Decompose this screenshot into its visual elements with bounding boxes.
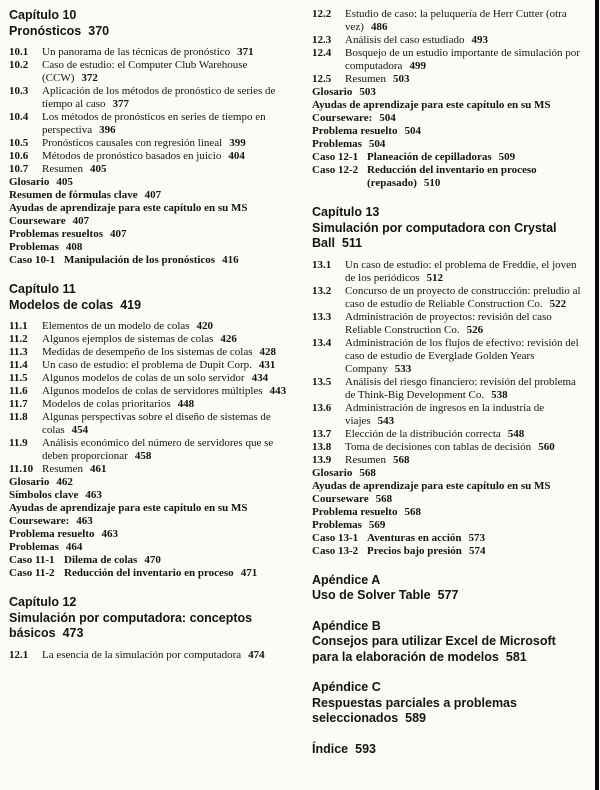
section-title: Análisis del caso estudiado [345, 34, 465, 46]
toc-meta-entry [9, 228, 298, 241]
toc-case-entry [9, 567, 298, 580]
scan-edge-line [595, 0, 599, 790]
section-text [42, 411, 271, 436]
meta-text: Problemas resueltos [9, 228, 103, 240]
toc-meta-entry [312, 506, 584, 519]
section-title: Bosquejo de un estudio importante de simulación por computadora [345, 47, 580, 72]
page-number: 548 [507, 427, 525, 440]
meta-text: Problema resuelto [312, 125, 398, 137]
toc-section-entry [9, 163, 298, 176]
page-number: 426 [220, 333, 237, 345]
toc-case-entry [312, 151, 584, 164]
page-number: 370 [88, 23, 110, 38]
section-text [345, 441, 555, 453]
case-label: Caso 10-1 [9, 254, 56, 266]
page-number: 533 [394, 362, 412, 375]
toc-section-entry [312, 337, 584, 376]
page-number: 510 [423, 177, 441, 189]
section-number: 10.5 [9, 137, 29, 149]
section-title: Resumen [345, 453, 386, 466]
index-block [312, 742, 584, 758]
section-number: 12.1 [9, 648, 29, 661]
toc-section-entry [312, 428, 584, 441]
section-text [42, 85, 275, 110]
toc-column-left [9, 8, 298, 764]
toc-case-entry [312, 532, 584, 545]
section-number: 13.9 [312, 453, 332, 466]
case-title: Reducción del inventario en proceso [64, 567, 234, 579]
section-number: 12.2 [312, 8, 332, 20]
section-number: 11.4 [9, 359, 28, 371]
toc-meta-entry [312, 99, 584, 125]
page-number: 568 [375, 492, 393, 505]
toc-section-entry [312, 285, 584, 311]
appendix-title [312, 588, 584, 604]
chapter-title-text: Pronósticos [9, 23, 82, 38]
meta-text: Ayudas de aprendizaje para este capítulo en su MS Courseware [9, 202, 248, 227]
page-number: 470 [144, 554, 161, 566]
section-text [42, 46, 254, 58]
section-number: 11.9 [9, 437, 28, 449]
appendix-title-text: Uso de Solver Table [312, 588, 431, 602]
section-title: Modelos de colas prioritarios [42, 398, 171, 410]
page-number: 504 [379, 112, 396, 124]
section-title: Administración de los flujos de efectivo: revisión del caso de estudio de Everglade Golden Years Company [345, 336, 579, 375]
appendix-block [312, 573, 584, 604]
toc-section-entry [9, 372, 298, 385]
case-label: Caso 12-2 [312, 164, 359, 176]
page-number: 512 [426, 271, 444, 284]
section-number: 13.4 [312, 336, 332, 349]
toc-section-entry [9, 359, 298, 372]
case-text [367, 164, 537, 189]
chapter-title [9, 611, 298, 642]
meta-text: Glosario [312, 86, 353, 98]
section-text [345, 34, 488, 46]
page-number: 464 [65, 541, 83, 553]
meta-text: Glosario [9, 176, 50, 188]
section-text [42, 372, 268, 384]
case-title: Dilema de colas [64, 554, 138, 566]
toc-meta-entry [9, 241, 298, 254]
page-number: 568 [392, 453, 410, 466]
page-number: 538 [491, 388, 508, 401]
section-text [42, 649, 265, 661]
section-title: Resumen [345, 73, 386, 85]
chapter-heading: Capítulo 10 [9, 8, 77, 22]
page-number: 443 [269, 385, 287, 397]
section-title: Los métodos de pronósticos en series de tiempo en perspectiva [42, 111, 266, 136]
toc-section-entry [9, 85, 298, 111]
toc-section-entry [312, 259, 584, 285]
meta-text: Problemas [312, 138, 362, 150]
section-title: Análisis económico del número de servidores que se deben proporcionar [42, 437, 274, 462]
section-number: 12.3 [312, 34, 332, 46]
page-number: 493 [471, 34, 488, 46]
section-title: Caso de estudio: el Computer Club Warehouse (CCW) [42, 59, 248, 84]
case-label: Caso 13-2 [312, 544, 359, 557]
page-number: 522 [549, 297, 567, 310]
page-number: 581 [505, 649, 527, 664]
page-number: 569 [368, 518, 386, 531]
section-title: Resumen [42, 463, 83, 475]
case-text [367, 545, 485, 557]
meta-text: Problema resuelto [312, 505, 398, 518]
section-title: Toma de decisiones con tablas de decisión [345, 440, 532, 453]
section-title: Administración de proyectos: revisión del caso Reliable Construction Co. [345, 310, 552, 336]
toc-case-entry [312, 545, 584, 558]
chapter-block [9, 8, 298, 39]
section-number: 13.6 [312, 401, 332, 414]
section-text [42, 163, 106, 175]
chapter-block [9, 595, 298, 642]
section-title: Aplicación de los métodos de pronóstico de series de tiempo al caso [42, 85, 276, 110]
page-number: 448 [177, 398, 195, 410]
meta-text: Problema resuelto [9, 528, 95, 540]
section-title: Concurso de un proyecto de construcción: preludio al caso de estudio de Reliable Construction Co. [345, 284, 581, 310]
page-number: 462 [56, 476, 73, 488]
section-text [42, 437, 273, 462]
section-number: 10.1 [9, 46, 29, 58]
section-number: 11.5 [9, 372, 28, 384]
page-number: 589 [405, 711, 427, 725]
page-number: 396 [99, 124, 116, 136]
page-number: 454 [71, 424, 89, 436]
section-text [345, 285, 581, 310]
case-text [64, 254, 239, 266]
page-number: 458 [134, 450, 152, 462]
page-number: 371 [237, 46, 254, 58]
page-number: 461 [89, 463, 107, 475]
toc-case-entry [9, 254, 298, 267]
appendix-title-text: Consejos para utilizar Excel de Microsoft para la elaboración de modelos [312, 634, 556, 664]
page-number: 416 [222, 254, 239, 266]
appendix-block [312, 619, 584, 666]
page-number: 471 [240, 567, 258, 579]
case-label: Caso 11-2 [9, 567, 55, 579]
toc-section-entry [312, 311, 584, 337]
index-title-text: Índice [312, 741, 349, 756]
toc-meta-entry [312, 480, 584, 506]
section-number: 12.5 [312, 73, 332, 85]
meta-text: Resumen de fórmulas clave [9, 189, 138, 201]
toc-meta-entry [9, 476, 298, 489]
page-number: 504 [404, 125, 421, 137]
section-number: 10.3 [9, 85, 29, 97]
toc-section-entry [312, 454, 584, 467]
page-number: 405 [89, 163, 107, 175]
section-number: 11.8 [9, 411, 28, 423]
section-title: Un caso de estudio: el problema de Freddie, el joven de los periódicos [345, 258, 577, 284]
case-title: Precios bajo presión [367, 544, 462, 557]
section-number: 13.3 [312, 310, 332, 323]
section-text [42, 150, 245, 162]
section-text [42, 463, 106, 475]
toc-case-entry [9, 554, 298, 567]
appendix-title [312, 634, 584, 665]
toc-section-entry [9, 333, 298, 346]
page-number: 428 [259, 346, 276, 358]
section-title: Elección de la distribución correcta [345, 427, 501, 440]
toc-meta-entry [9, 502, 298, 528]
case-text [64, 554, 161, 566]
section-number: 13.5 [312, 375, 332, 388]
page-number: 473 [62, 626, 84, 640]
case-title: Planeación de cepilladoras [367, 151, 492, 163]
toc-meta-entry [312, 519, 584, 532]
meta-text: Glosario [9, 476, 50, 488]
section-number: 13.8 [312, 440, 332, 453]
meta-text: Ayudas de aprendizaje para este capítulo en su MS Courseware [312, 479, 551, 505]
section-title: Administración de ingresos en la industria de viajes [345, 401, 545, 427]
page-number: 568 [359, 466, 376, 479]
section-number: 11.1 [9, 320, 28, 332]
section-title: Medidas de desempeño de los sistemas de colas [42, 346, 253, 358]
toc-meta-entry [9, 541, 298, 554]
appendix-block [312, 680, 584, 727]
section-title: Algunos modelos de colas de un solo servidor [42, 372, 245, 384]
toc-section-entry [9, 137, 298, 150]
meta-text: Ayudas de aprendizaje para este capítulo en su MS Courseware: [312, 99, 551, 124]
page-number: 577 [437, 588, 459, 602]
section-title: Análisis del riesgo financiero: revisión del problema de Think-Big Development Co. [345, 375, 576, 401]
case-title: Reducción del inventario en proceso (repasado) [367, 164, 537, 189]
page-number: 504 [368, 138, 386, 150]
chapter-block [312, 205, 584, 252]
page-number: 503 [392, 73, 410, 85]
page-number: 543 [377, 414, 395, 427]
chapter-title-text: Simulación por computadora: conceptos básicos [9, 610, 253, 640]
toc-section-entry [9, 346, 298, 359]
section-title: Algunas perspectivas sobre el diseño de sistemas de colas [42, 411, 271, 436]
toc-meta-entry [9, 489, 298, 502]
meta-text: Ayudas de aprendizaje para este capítulo en su MS Courseware: [9, 502, 248, 527]
section-title: Pronósticos causales con regresión lineal [42, 137, 223, 149]
chapter-title [9, 298, 298, 314]
chapter-heading: Capítulo 11 [9, 282, 76, 296]
section-title: Métodos de pronóstico basados en juicio [42, 150, 222, 162]
chapter-title [9, 24, 298, 40]
section-number: 13.2 [312, 284, 332, 297]
toc-section-entry [9, 463, 298, 476]
toc-section-entry [312, 47, 584, 73]
section-text [42, 398, 194, 410]
appendix-heading: Apéndice B [312, 618, 381, 633]
section-number: 12.4 [312, 47, 332, 59]
toc-section-entry [9, 59, 298, 85]
page-number: 419 [120, 297, 142, 312]
toc-meta-entry [9, 202, 298, 228]
meta-text: Problemas [312, 518, 362, 531]
section-text [345, 47, 580, 72]
section-number: 10.6 [9, 150, 29, 162]
section-number: 13.7 [312, 427, 332, 440]
toc-section-entry [9, 111, 298, 137]
case-text [367, 151, 515, 163]
page-number: 573 [468, 531, 486, 544]
section-text [42, 320, 213, 332]
toc-meta-entry [312, 125, 584, 138]
section-number: 11.10 [9, 463, 34, 475]
toc-section-entry [9, 46, 298, 59]
section-number: 11.2 [9, 333, 28, 345]
section-title: Algunos ejemplos de sistemas de colas [42, 333, 214, 345]
case-title: Manipulación de los pronósticos [64, 254, 216, 266]
toc-section-entry [9, 437, 298, 463]
page-number: 407 [110, 228, 127, 240]
page-number: 526 [466, 323, 484, 336]
appendix-heading: Apéndice C [312, 680, 381, 694]
page-number: 407 [144, 189, 162, 201]
page-number: 377 [112, 98, 130, 110]
toc-section-entry [312, 8, 584, 34]
toc-section-entry [312, 34, 584, 47]
meta-text: Glosario [312, 466, 353, 479]
page-number: 503 [359, 86, 376, 98]
appendix-heading: Apéndice A [312, 572, 381, 587]
section-number: 10.2 [9, 59, 29, 71]
toc-meta-entry [312, 467, 584, 480]
section-title: Resumen [42, 163, 83, 175]
page-number: 463 [76, 515, 93, 527]
meta-text: Problemas [9, 541, 59, 553]
meta-text: Problemas [9, 241, 59, 253]
toc-section-entry [312, 441, 584, 454]
chapter-title-text: Simulación por computadora con Crystal Ball [312, 220, 557, 250]
toc-meta-entry [9, 176, 298, 189]
section-number: 11.3 [9, 346, 28, 358]
appendix-title-text: Respuestas parciales a problemas seleccionados [312, 695, 517, 725]
page-number: 405 [56, 176, 73, 188]
page-number: 509 [498, 151, 516, 163]
section-text [345, 376, 576, 401]
page-number: 408 [65, 241, 83, 253]
section-number: 10.4 [9, 111, 29, 123]
page-number: 434 [251, 372, 269, 384]
page-number: 568 [404, 505, 421, 518]
page-number: 399 [229, 137, 246, 149]
case-label: Caso 13-1 [312, 531, 359, 544]
toc-section-entry [9, 398, 298, 411]
page-number: 474 [248, 648, 265, 661]
section-number: 13.1 [312, 258, 332, 271]
toc-meta-entry [312, 86, 584, 99]
section-number: 11.6 [9, 385, 28, 397]
section-text [345, 8, 567, 33]
section-number: 10.7 [9, 163, 29, 175]
chapter-title-text: Modelos de colas [9, 297, 114, 312]
section-text [42, 385, 286, 397]
page-number: 407 [72, 215, 90, 227]
case-text [367, 532, 485, 544]
toc-case-entry [312, 164, 584, 190]
toc-section-entry [312, 402, 584, 428]
page-number: 420 [196, 320, 214, 332]
section-title: La esencia de la simulación por computadora [42, 648, 242, 661]
page-number: 499 [409, 60, 426, 72]
chapter-block [9, 282, 298, 313]
case-text [64, 567, 257, 579]
page-number: 404 [228, 150, 245, 162]
section-text [42, 359, 275, 371]
toc-section-entry [9, 150, 298, 163]
page-number: 593 [355, 741, 376, 756]
toc-section-entry [9, 385, 298, 398]
page-number: 372 [81, 72, 98, 84]
section-title: Algunos modelos de colas de servidores múltiples [42, 385, 263, 397]
case-title: Aventuras en acción [367, 531, 462, 544]
toc-section-entry [9, 411, 298, 437]
section-text [345, 311, 552, 336]
toc-section-entry [312, 376, 584, 402]
section-text [42, 111, 266, 136]
section-number: 11.7 [9, 398, 28, 410]
toc-meta-entry [312, 138, 584, 151]
section-text [345, 402, 544, 427]
section-text [42, 137, 246, 149]
case-label: Caso 11-1 [9, 554, 55, 566]
chapter-heading: Capítulo 13 [312, 205, 380, 219]
section-text [345, 259, 577, 284]
section-text [345, 454, 409, 466]
page-number: 574 [468, 544, 486, 557]
section-text [42, 59, 247, 84]
toc-meta-entry [9, 189, 298, 202]
section-title: Estudio de caso: la peluquería de Herr Cutter (otra vez) [345, 8, 567, 33]
index-title [312, 742, 584, 758]
toc-column-right [312, 8, 584, 764]
toc-section-entry [9, 320, 298, 333]
toc-section-entry [312, 73, 584, 86]
page-number: 463 [101, 528, 118, 540]
chapter-heading: Capítulo 12 [9, 595, 77, 609]
section-title: Un caso de estudio: el problema de Dupit Corp. [42, 359, 252, 371]
section-text [42, 333, 237, 345]
section-text [345, 337, 579, 375]
page-number: 511 [341, 236, 363, 250]
toc-meta-entry [9, 528, 298, 541]
page-number: 486 [370, 21, 388, 33]
section-text [42, 346, 276, 358]
chapter-title [312, 221, 584, 252]
case-label: Caso 12-1 [312, 151, 359, 163]
meta-text: Símbolos clave [9, 489, 79, 501]
section-title: Un panorama de las técnicas de pronóstico [42, 46, 231, 58]
section-text [345, 73, 409, 85]
page-number: 463 [85, 489, 102, 501]
toc-section-entry [9, 649, 298, 662]
section-text [345, 428, 524, 440]
page-number: 560 [538, 440, 555, 453]
appendix-title [312, 696, 584, 727]
section-title: Elementos de un modelo de colas [42, 320, 190, 332]
page-number: 431 [258, 359, 276, 371]
